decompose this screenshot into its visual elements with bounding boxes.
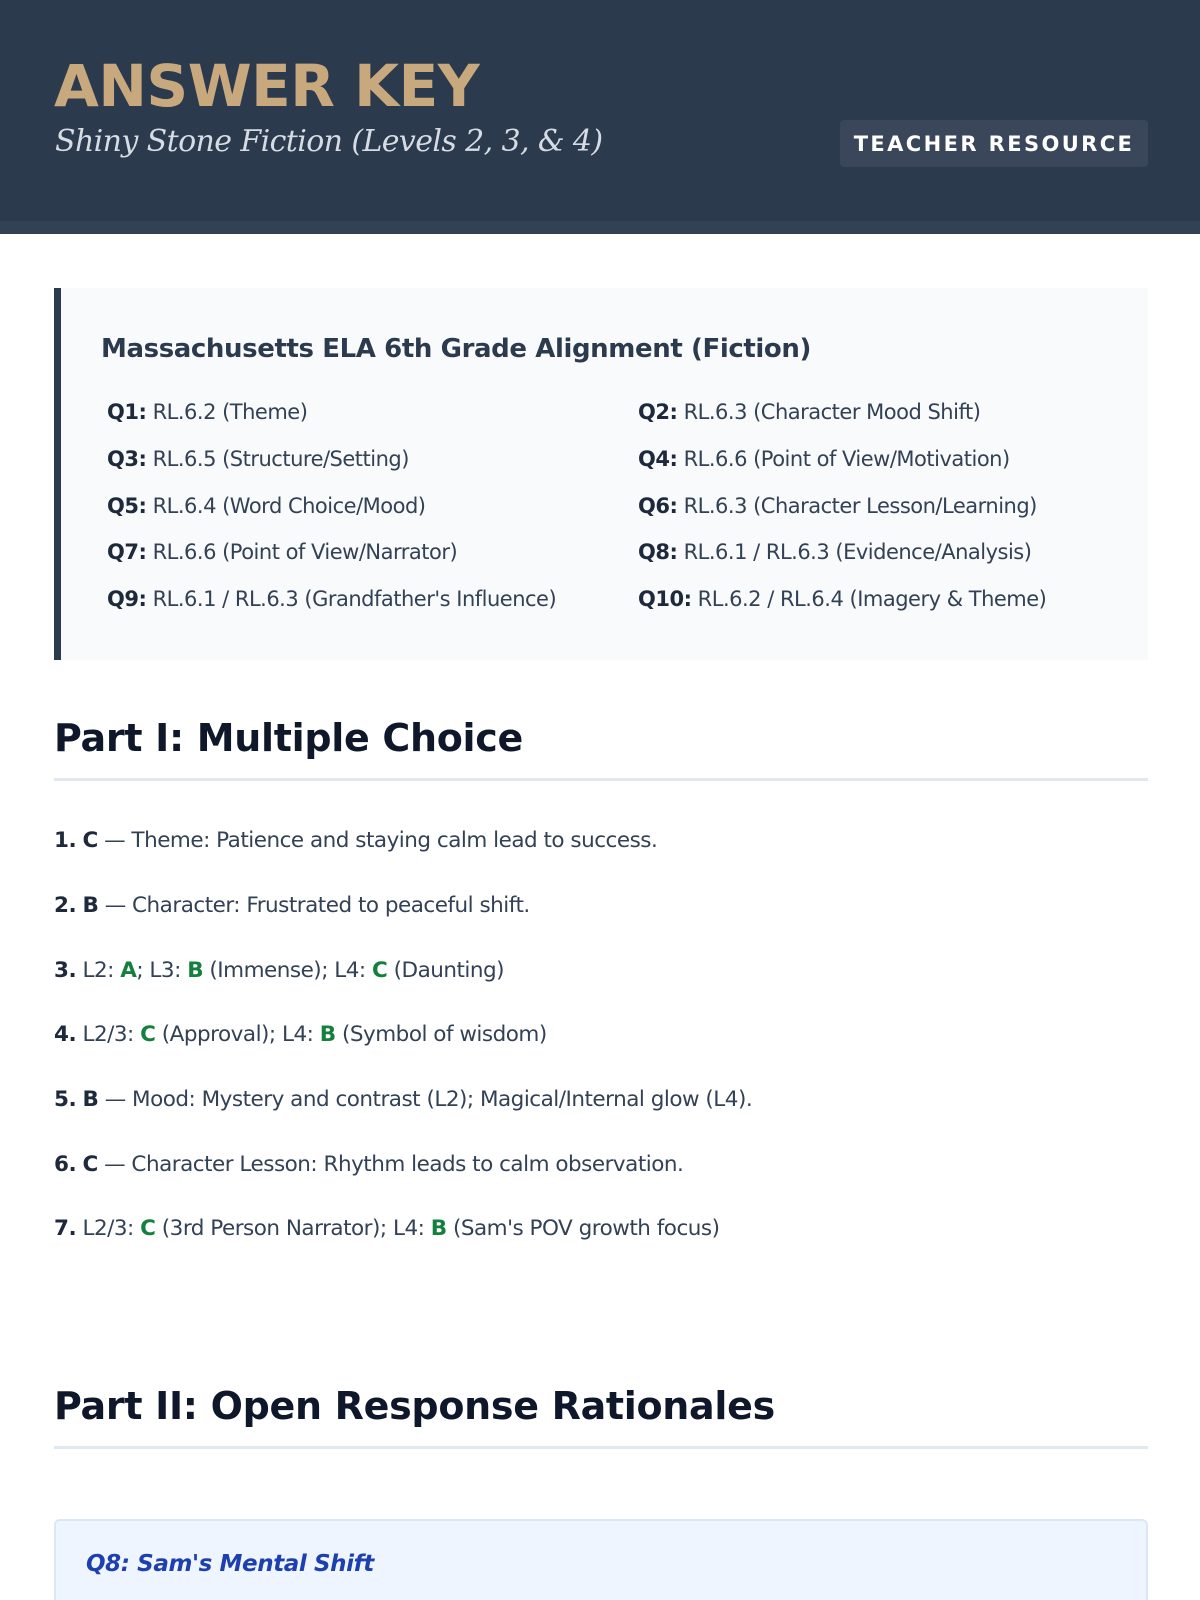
mc-answer-item (54, 893, 530, 918)
mc-text: L2: (76, 958, 121, 983)
alignment-question: Q3: (107, 447, 147, 471)
alignment-item (107, 587, 556, 611)
mc-explanation: — Mood: Mystery and contrast (L2); Magical/Internal glow (L4). (98, 1087, 753, 1112)
mc-text: ; L3: (136, 958, 188, 983)
mc-answer: B (319, 1022, 336, 1047)
alignment-standard: RL.6.1 / RL.6.3 (Evidence/Analysis) (683, 540, 1032, 564)
mc-number: 7. (54, 1216, 77, 1241)
mc-answer-item (54, 1087, 752, 1112)
rationale-card (54, 1519, 1148, 1600)
mc-number: 6. (54, 1152, 77, 1177)
mc-text: (Symbol of wisdom) (335, 1022, 547, 1047)
alignment-question: Q5: (107, 494, 147, 518)
alignment-question: Q2: (638, 400, 678, 424)
mc-answer: B (82, 1087, 99, 1112)
mc-number: 2. (54, 893, 77, 918)
alignment-item (638, 447, 1010, 471)
mc-answer-item (54, 1022, 547, 1047)
mc-number: 3. (54, 958, 77, 983)
alignment-title: Massachusetts ELA 6th Grade Alignment (Fiction) (101, 334, 811, 364)
mc-answer: C (372, 958, 388, 983)
alignment-question: Q8: (638, 540, 678, 564)
alignment-question: Q9: (107, 587, 147, 611)
mc-answer: B (82, 893, 99, 918)
mc-answer-item (54, 828, 657, 853)
alignment-standard: RL.6.2 / RL.6.4 (Imagery & Theme) (697, 587, 1047, 611)
alignment-item (107, 540, 457, 564)
mc-explanation: — Character Lesson: Rhythm leads to calm observation. (97, 1152, 684, 1177)
mc-text: L2/3: (76, 1216, 141, 1241)
mc-explanation: — Theme: Patience and staying calm lead to success. (97, 828, 658, 853)
page-title: ANSWER KEY (54, 52, 480, 120)
alignment-item (638, 400, 980, 424)
alignment-standard: RL.6.6 (Point of View/Narrator) (152, 540, 458, 564)
mc-number: 4. (54, 1022, 77, 1047)
page-subtitle: Shiny Stone Fiction (Levels 2, 3, & 4) (55, 124, 603, 159)
alignment-question: Q10: (638, 587, 692, 611)
mc-text: (Approval); L4: (155, 1022, 320, 1047)
mc-answer: B (187, 958, 204, 983)
alignment-question: Q7: (107, 540, 147, 564)
alignment-standard: RL.6.4 (Word Choice/Mood) (152, 494, 426, 518)
alignment-item (107, 494, 425, 518)
alignment-item (107, 447, 409, 471)
mc-answer-item (54, 1216, 720, 1241)
alignment-question: Q1: (107, 400, 147, 424)
alignment-item (638, 494, 1037, 518)
teacher-resource-badge: TEACHER RESOURCE (840, 120, 1148, 167)
alignment-standard: RL.6.3 (Character Mood Shift) (683, 400, 981, 424)
mc-answer: C (140, 1022, 156, 1047)
mc-answer: C (82, 828, 98, 853)
mc-text: (Immense); L4: (203, 958, 373, 983)
alignment-standard: RL.6.1 / RL.6.3 (Grandfather's Influence) (152, 587, 557, 611)
alignment-item (638, 587, 1046, 611)
mc-answer-item (54, 1152, 683, 1177)
mc-text: L2/3: (76, 1022, 141, 1047)
alignment-question: Q4: (638, 447, 678, 471)
alignment-standard: RL.6.3 (Character Lesson/Learning) (683, 494, 1037, 518)
mc-text: (3rd Person Narrator); L4: (155, 1216, 431, 1241)
rationale-title: Q8: Sam's Mental Shift (86, 1551, 374, 1577)
mc-number: 1. (54, 828, 77, 853)
mc-text: (Daunting) (387, 958, 505, 983)
mc-answer: C (140, 1216, 156, 1241)
alignment-standard: RL.6.5 (Structure/Setting) (152, 447, 409, 471)
alignment-question: Q6: (638, 494, 678, 518)
mc-answer: A (120, 958, 137, 983)
alignment-item (638, 540, 1031, 564)
page-header (0, 0, 1200, 234)
alignment-standard: RL.6.2 (Theme) (152, 400, 308, 424)
mc-answer: B (430, 1216, 447, 1241)
mc-answer-item (54, 958, 504, 983)
part1-heading: Part I: Multiple Choice (54, 716, 1148, 781)
standards-alignment-box (54, 288, 1148, 660)
alignment-standard: RL.6.6 (Point of View/Motivation) (683, 447, 1010, 471)
mc-text: (Sam's POV growth focus) (446, 1216, 720, 1241)
part2-heading: Part II: Open Response Rationales (54, 1384, 1148, 1449)
mc-number: 5. (54, 1087, 77, 1112)
mc-explanation: — Character: Frustrated to peaceful shift. (98, 893, 530, 918)
mc-answer: C (82, 1152, 98, 1177)
alignment-item (107, 400, 307, 424)
